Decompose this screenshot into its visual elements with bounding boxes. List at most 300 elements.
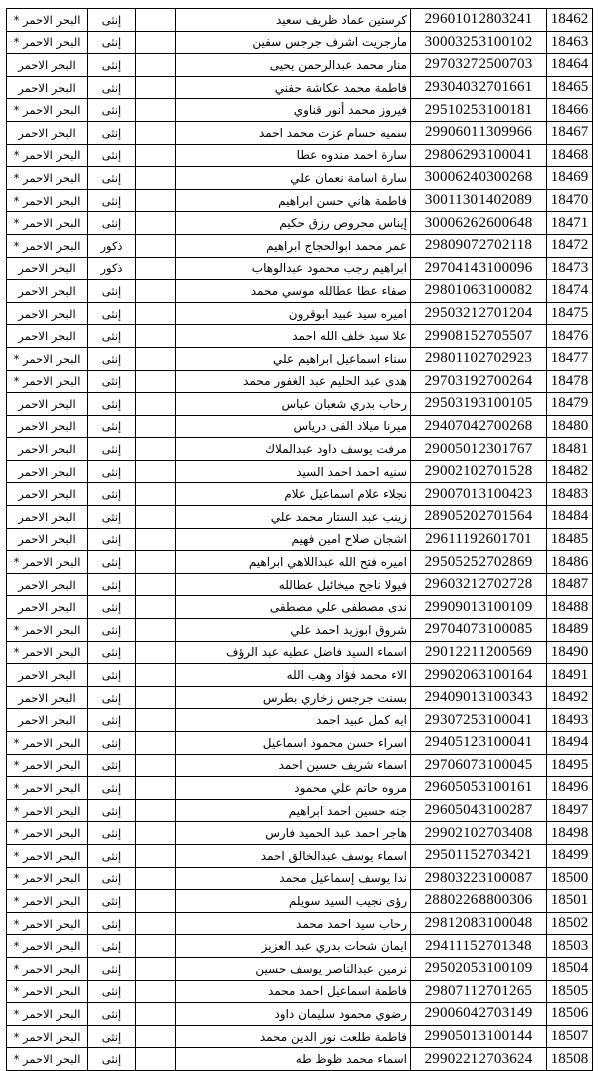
table-row xyxy=(7,935,593,958)
national-id-cell: 30011301402089 xyxy=(411,190,547,213)
table-row xyxy=(7,709,593,732)
table-row xyxy=(7,506,593,529)
national-id-cell: 30006262600648 xyxy=(411,212,547,235)
record-number-cell: 18496 xyxy=(547,777,593,800)
empty-cell xyxy=(136,54,176,77)
table-row xyxy=(7,483,593,506)
record-number-cell: 18492 xyxy=(547,687,593,710)
empty-cell xyxy=(136,32,176,55)
full-name-cell: ندى مصطفى علي مصطفى xyxy=(176,596,411,619)
gender-cell: إنثى xyxy=(88,122,136,145)
empty-cell xyxy=(136,551,176,574)
full-name-cell: اشجان صلاح امين فهيم xyxy=(176,529,411,552)
governorate-cell: البحر الاحمر xyxy=(7,325,88,348)
gender-cell: إنثى xyxy=(88,167,136,190)
full-name-cell: فيروز محمد أنور قناوي xyxy=(176,99,411,122)
full-name-cell: نجلاء علام اسماعيل علام xyxy=(176,483,411,506)
national-id-cell: 29807112701265 xyxy=(411,981,547,1004)
table-row xyxy=(7,1026,593,1049)
empty-cell xyxy=(136,190,176,213)
national-id-cell: 29703272500703 xyxy=(411,54,547,77)
record-number-cell: 18505 xyxy=(547,981,593,1004)
full-name-cell: اسماء محمد ظوظ طه xyxy=(176,1048,411,1071)
record-number-cell: 18475 xyxy=(547,303,593,326)
gender-cell: إنثى xyxy=(88,619,136,642)
national-id-cell: 30003253100102 xyxy=(411,32,547,55)
record-number-cell: 18486 xyxy=(547,551,593,574)
full-name-cell: ايه كمل عبيد احمد xyxy=(176,709,411,732)
national-id-cell: 29411152701348 xyxy=(411,935,547,958)
governorate-cell: البحر الاحمر xyxy=(7,258,88,281)
empty-cell xyxy=(136,935,176,958)
national-id-cell: 29906011309966 xyxy=(411,122,547,145)
table-row xyxy=(7,348,593,371)
empty-cell xyxy=(136,755,176,778)
empty-cell xyxy=(136,732,176,755)
full-name-cell: شروق ابوزيد احمد علي xyxy=(176,619,411,642)
gender-cell: إنثى xyxy=(88,506,136,529)
full-name-cell: سارة اسامة نعمان علي xyxy=(176,167,411,190)
governorate-cell: البحر الاحمر * xyxy=(7,822,88,845)
gender-cell: إنثى xyxy=(88,822,136,845)
empty-cell xyxy=(136,1048,176,1071)
gender-cell: إنثى xyxy=(88,687,136,710)
table-row xyxy=(7,958,593,981)
national-id-cell: 29409013100343 xyxy=(411,687,547,710)
empty-cell xyxy=(136,642,176,665)
governorate-cell: البحر الاحمر * xyxy=(7,868,88,891)
record-number-cell: 18490 xyxy=(547,642,593,665)
governorate-cell: البحر الاحمر * xyxy=(7,642,88,665)
full-name-cell: ميرنا ميلاد الفى درياس xyxy=(176,416,411,439)
record-number-cell: 18504 xyxy=(547,958,593,981)
gender-cell: إنثى xyxy=(88,348,136,371)
table-row xyxy=(7,416,593,439)
full-name-cell: فيولا ناجح ميخائيل عطالله xyxy=(176,574,411,597)
governorate-cell: البحر الاحمر * xyxy=(7,190,88,213)
full-name-cell: مرفت يوسف داود عبدالملاك xyxy=(176,438,411,461)
record-number-cell: 18501 xyxy=(547,890,593,913)
governorate-cell: البحر الاحمر * xyxy=(7,777,88,800)
full-name-cell: اسراء حسن محمود اسماعيل xyxy=(176,732,411,755)
table-row xyxy=(7,99,593,122)
gender-cell: إنثى xyxy=(88,32,136,55)
empty-cell xyxy=(136,958,176,981)
table-row xyxy=(7,777,593,800)
record-number-cell: 18494 xyxy=(547,732,593,755)
full-name-cell: جنه حسين احمد ابراهيم xyxy=(176,800,411,823)
gender-cell: إنثى xyxy=(88,393,136,416)
gender-cell: إنثى xyxy=(88,913,136,936)
empty-cell xyxy=(136,122,176,145)
record-number-cell: 18470 xyxy=(547,190,593,213)
record-number-cell: 18498 xyxy=(547,822,593,845)
record-number-cell: 18495 xyxy=(547,755,593,778)
gender-cell: إنثى xyxy=(88,777,136,800)
full-name-cell: ندا يوسف إسماعيل محمد xyxy=(176,868,411,891)
record-number-cell: 18471 xyxy=(547,212,593,235)
governorate-cell: البحر الاحمر * xyxy=(7,958,88,981)
national-id-cell: 30006240300268 xyxy=(411,167,547,190)
record-number-cell: 18484 xyxy=(547,506,593,529)
table-row xyxy=(7,54,593,77)
governorate-cell: البحر الاحمر xyxy=(7,393,88,416)
record-number-cell: 18473 xyxy=(547,258,593,281)
national-id-cell: 29909013100109 xyxy=(411,596,547,619)
full-name-cell: عمر محمد ابوالحجاج ابراهيم xyxy=(176,235,411,258)
national-id-cell: 29704073100085 xyxy=(411,619,547,642)
empty-cell xyxy=(136,438,176,461)
full-name-cell: كرستين عماد ظريف سعيد xyxy=(176,9,411,32)
full-name-cell: زينب عبد الستار محمد علي xyxy=(176,506,411,529)
gender-cell: إنثى xyxy=(88,845,136,868)
national-id-cell: 29307253100041 xyxy=(411,709,547,732)
gender-cell: إنثى xyxy=(88,800,136,823)
full-name-cell: هدى عبد الحليم عبد الغفور محمد xyxy=(176,371,411,394)
gender-cell: إنثى xyxy=(88,54,136,77)
gender-cell: إنثى xyxy=(88,574,136,597)
table-row xyxy=(7,596,593,619)
record-number-cell: 18499 xyxy=(547,845,593,868)
table-row xyxy=(7,642,593,665)
full-name-cell: سناء اسماعيل ابراهيم علي xyxy=(176,348,411,371)
table-row xyxy=(7,438,593,461)
table-row xyxy=(7,122,593,145)
national-id-cell: 29304032701661 xyxy=(411,77,547,100)
table-row xyxy=(7,981,593,1004)
national-id-cell: 29704143100096 xyxy=(411,258,547,281)
governorate-cell: البحر الاحمر xyxy=(7,596,88,619)
governorate-cell: البحر الاحمر * xyxy=(7,800,88,823)
national-id-cell: 29611192601701 xyxy=(411,529,547,552)
national-id-cell: 29005012301767 xyxy=(411,438,547,461)
table-row xyxy=(7,280,593,303)
governorate-cell: البحر الاحمر * xyxy=(7,1003,88,1026)
full-name-cell: ايمان شحات بدري عبد العزيز xyxy=(176,935,411,958)
national-id-cell: 29605043100287 xyxy=(411,800,547,823)
governorate-cell: البحر الاحمر * xyxy=(7,1048,88,1071)
table-row xyxy=(7,371,593,394)
empty-cell xyxy=(136,258,176,281)
table-row xyxy=(7,619,593,642)
empty-cell xyxy=(136,1003,176,1026)
gender-cell: إنثى xyxy=(88,664,136,687)
table-row xyxy=(7,890,593,913)
table-row xyxy=(7,167,593,190)
table-row xyxy=(7,190,593,213)
national-id-cell: 28802268800306 xyxy=(411,890,547,913)
governorate-cell: البحر الاحمر * xyxy=(7,755,88,778)
table-row xyxy=(7,755,593,778)
national-id-cell: 28905202701564 xyxy=(411,506,547,529)
record-number-cell: 18464 xyxy=(547,54,593,77)
gender-cell: إنثى xyxy=(88,551,136,574)
national-id-cell: 29510253100181 xyxy=(411,99,547,122)
empty-cell xyxy=(136,574,176,597)
table-row xyxy=(7,551,593,574)
governorate-cell: البحر الاحمر * xyxy=(7,619,88,642)
empty-cell xyxy=(136,235,176,258)
record-number-cell: 18507 xyxy=(547,1026,593,1049)
governorate-cell: البحر الاحمر xyxy=(7,529,88,552)
national-id-cell: 29501152703421 xyxy=(411,845,547,868)
gender-cell: إنثى xyxy=(88,1048,136,1071)
national-id-cell: 29002102701528 xyxy=(411,461,547,484)
full-name-cell: اسماء يوسف عبدالخالق احمد xyxy=(176,845,411,868)
record-number-cell: 18465 xyxy=(547,77,593,100)
record-number-cell: 18482 xyxy=(547,461,593,484)
empty-cell xyxy=(136,529,176,552)
gender-cell: إنثى xyxy=(88,9,136,32)
table-row xyxy=(7,77,593,100)
table-row xyxy=(7,868,593,891)
governorate-cell: البحر الاحمر xyxy=(7,664,88,687)
gender-cell: إنثى xyxy=(88,732,136,755)
empty-cell xyxy=(136,822,176,845)
empty-cell xyxy=(136,416,176,439)
table-row xyxy=(7,1003,593,1026)
full-name-cell: نرمين عبدالناصر يوسف حسين xyxy=(176,958,411,981)
full-name-cell: سارة احمد مندوه عطا xyxy=(176,145,411,168)
governorate-cell: البحر الاحمر * xyxy=(7,845,88,868)
gender-cell: إنثى xyxy=(88,190,136,213)
full-name-cell: بسنت جرجس زخاري بطرس xyxy=(176,687,411,710)
full-name-cell: فاطمة محمد عكاشة حفني xyxy=(176,77,411,100)
record-number-cell: 18485 xyxy=(547,529,593,552)
national-id-cell: 29902212703624 xyxy=(411,1048,547,1071)
empty-cell xyxy=(136,890,176,913)
governorate-cell: البحر الاحمر xyxy=(7,574,88,597)
empty-cell xyxy=(136,596,176,619)
governorate-cell: البحر الاحمر * xyxy=(7,167,88,190)
full-name-cell: اسماء السيد فاضل عطيه عبد الرؤف xyxy=(176,642,411,665)
table-row xyxy=(7,574,593,597)
record-number-cell: 18493 xyxy=(547,709,593,732)
gender-cell: إنثى xyxy=(88,438,136,461)
gender-cell: إنثى xyxy=(88,280,136,303)
governorate-cell: البحر الاحمر * xyxy=(7,1026,88,1049)
governorate-cell: البحر الاحمر xyxy=(7,709,88,732)
record-number-cell: 18506 xyxy=(547,1003,593,1026)
table-row xyxy=(7,461,593,484)
full-name-cell: إيناس محروص رزق حكيم xyxy=(176,212,411,235)
national-id-cell: 29601012803241 xyxy=(411,9,547,32)
empty-cell xyxy=(136,709,176,732)
gender-cell: إنثى xyxy=(88,935,136,958)
gender-cell: إنثى xyxy=(88,981,136,1004)
full-name-cell: رؤى نجيب السيد سويلم xyxy=(176,890,411,913)
gender-cell: إنثى xyxy=(88,709,136,732)
national-id-cell: 29407042700268 xyxy=(411,416,547,439)
full-name-cell: علا سيد خلف الله احمد xyxy=(176,325,411,348)
governorate-cell: البحر الاحمر * xyxy=(7,551,88,574)
governorate-cell: البحر الاحمر xyxy=(7,77,88,100)
gender-cell: إنثى xyxy=(88,483,136,506)
national-id-cell: 29605053100161 xyxy=(411,777,547,800)
national-id-cell: 29007013100423 xyxy=(411,483,547,506)
empty-cell xyxy=(136,687,176,710)
record-number-cell: 18469 xyxy=(547,167,593,190)
empty-cell xyxy=(136,167,176,190)
table-row xyxy=(7,145,593,168)
empty-cell xyxy=(136,913,176,936)
record-number-cell: 18500 xyxy=(547,868,593,891)
national-id-cell: 29706073100045 xyxy=(411,755,547,778)
record-number-cell: 18502 xyxy=(547,913,593,936)
national-id-cell: 29902102703408 xyxy=(411,822,547,845)
gender-cell: ذكور xyxy=(88,258,136,281)
gender-cell: إنثى xyxy=(88,212,136,235)
empty-cell xyxy=(136,461,176,484)
empty-cell xyxy=(136,303,176,326)
full-name-cell: منار محمد عبدالرحمن يحيى xyxy=(176,54,411,77)
governorate-cell: البحر الاحمر xyxy=(7,303,88,326)
table-row xyxy=(7,32,593,55)
full-name-cell: سميه حسام عزت محمد احمد xyxy=(176,122,411,145)
empty-cell xyxy=(136,280,176,303)
record-number-cell: 18480 xyxy=(547,416,593,439)
record-number-cell: 18478 xyxy=(547,371,593,394)
table-row xyxy=(7,800,593,823)
empty-cell xyxy=(136,868,176,891)
record-number-cell: 18463 xyxy=(547,32,593,55)
full-name-cell: اميره سيد عبيد ابوقرون xyxy=(176,303,411,326)
full-name-cell: ابراهيم رجب محمود عبدالوهاب xyxy=(176,258,411,281)
gender-cell: إنثى xyxy=(88,596,136,619)
empty-cell xyxy=(136,483,176,506)
gender-cell: إنثى xyxy=(88,371,136,394)
record-number-cell: 18476 xyxy=(547,325,593,348)
governorate-cell: البحر الاحمر * xyxy=(7,890,88,913)
gender-cell: إنثى xyxy=(88,890,136,913)
table-row xyxy=(7,212,593,235)
governorate-cell: البحر الاحمر xyxy=(7,54,88,77)
governorate-cell: البحر الاحمر xyxy=(7,506,88,529)
empty-cell xyxy=(136,212,176,235)
table-row xyxy=(7,687,593,710)
empty-cell xyxy=(136,800,176,823)
record-number-cell: 18487 xyxy=(547,574,593,597)
table-row xyxy=(7,303,593,326)
record-number-cell: 18474 xyxy=(547,280,593,303)
record-number-cell: 18462 xyxy=(547,9,593,32)
table-row xyxy=(7,325,593,348)
record-number-cell: 18472 xyxy=(547,235,593,258)
governorate-cell: البحر الاحمر * xyxy=(7,371,88,394)
empty-cell xyxy=(136,325,176,348)
governorate-cell: البحر الاحمر * xyxy=(7,348,88,371)
empty-cell xyxy=(136,9,176,32)
governorate-cell: البحر الاحمر * xyxy=(7,732,88,755)
governorate-cell: البحر الاحمر * xyxy=(7,9,88,32)
national-id-cell: 29006042703149 xyxy=(411,1003,547,1026)
full-name-cell: الاء محمد فؤاد وهب الله xyxy=(176,664,411,687)
national-id-cell: 29806293100041 xyxy=(411,145,547,168)
national-id-cell: 29812083100048 xyxy=(411,913,547,936)
gender-cell: إنثى xyxy=(88,461,136,484)
table-row xyxy=(7,664,593,687)
record-number-cell: 18488 xyxy=(547,596,593,619)
record-number-cell: 18466 xyxy=(547,99,593,122)
national-id-cell: 29703192700264 xyxy=(411,371,547,394)
record-number-cell: 18497 xyxy=(547,800,593,823)
table-row xyxy=(7,235,593,258)
empty-cell xyxy=(136,77,176,100)
empty-cell xyxy=(136,393,176,416)
national-id-cell: 29603212702728 xyxy=(411,574,547,597)
national-id-cell: 29503212701204 xyxy=(411,303,547,326)
record-number-cell: 18503 xyxy=(547,935,593,958)
governorate-cell: البحر الاحمر * xyxy=(7,235,88,258)
table-row xyxy=(7,845,593,868)
gender-cell: إنثى xyxy=(88,416,136,439)
record-number-cell: 18477 xyxy=(547,348,593,371)
full-name-cell: مروه حاتم علي محمود xyxy=(176,777,411,800)
governorate-cell: البحر الاحمر xyxy=(7,438,88,461)
full-name-cell: مارجريت اشرف جرجس سفين xyxy=(176,32,411,55)
gender-cell: إنثى xyxy=(88,958,136,981)
records-table xyxy=(6,8,593,1071)
gender-cell: إنثى xyxy=(88,642,136,665)
table-body xyxy=(7,9,593,1071)
full-name-cell: اميره فتح الله عبداللاهي ابراهيم xyxy=(176,551,411,574)
gender-cell: إنثى xyxy=(88,303,136,326)
table-row xyxy=(7,732,593,755)
full-name-cell: صفاء عطا عطالله موسي محمد xyxy=(176,280,411,303)
governorate-cell: البحر الاحمر * xyxy=(7,99,88,122)
table-row xyxy=(7,258,593,281)
table-row xyxy=(7,9,593,32)
full-name-cell: اسماء شريف حسين احمد xyxy=(176,755,411,778)
table-row xyxy=(7,913,593,936)
empty-cell xyxy=(136,845,176,868)
gender-cell: إنثى xyxy=(88,1026,136,1049)
national-id-cell: 29502053100109 xyxy=(411,958,547,981)
national-id-cell: 29801063100082 xyxy=(411,280,547,303)
full-name-cell: هاجر احمد عبد الحميد فارس xyxy=(176,822,411,845)
governorate-cell: البحر الاحمر * xyxy=(7,145,88,168)
table-row xyxy=(7,822,593,845)
national-id-cell: 29405123100041 xyxy=(411,732,547,755)
national-id-cell: 29905013100144 xyxy=(411,1026,547,1049)
empty-cell xyxy=(136,348,176,371)
empty-cell xyxy=(136,506,176,529)
full-name-cell: فاطمة هاني حسن ابراهيم xyxy=(176,190,411,213)
record-number-cell: 18479 xyxy=(547,393,593,416)
empty-cell xyxy=(136,1026,176,1049)
record-number-cell: 18491 xyxy=(547,664,593,687)
governorate-cell: البحر الاحمر * xyxy=(7,212,88,235)
gender-cell: إنثى xyxy=(88,99,136,122)
table-row xyxy=(7,1048,593,1071)
gender-cell: إنثى xyxy=(88,145,136,168)
full-name-cell: سنيه احمد احمد السيد xyxy=(176,461,411,484)
national-id-cell: 29505252702869 xyxy=(411,551,547,574)
empty-cell xyxy=(136,145,176,168)
table-row xyxy=(7,393,593,416)
empty-cell xyxy=(136,664,176,687)
record-number-cell: 18483 xyxy=(547,483,593,506)
record-number-cell: 18468 xyxy=(547,145,593,168)
gender-cell: إنثى xyxy=(88,1003,136,1026)
governorate-cell: البحر الاحمر * xyxy=(7,981,88,1004)
governorate-cell: البحر الاحمر xyxy=(7,483,88,506)
full-name-cell: رحاب سيد احمد محمد xyxy=(176,913,411,936)
governorate-cell: البحر الاحمر * xyxy=(7,913,88,936)
governorate-cell: البحر الاحمر xyxy=(7,461,88,484)
national-id-cell: 29809072702118 xyxy=(411,235,547,258)
national-id-cell: 29902063100164 xyxy=(411,664,547,687)
